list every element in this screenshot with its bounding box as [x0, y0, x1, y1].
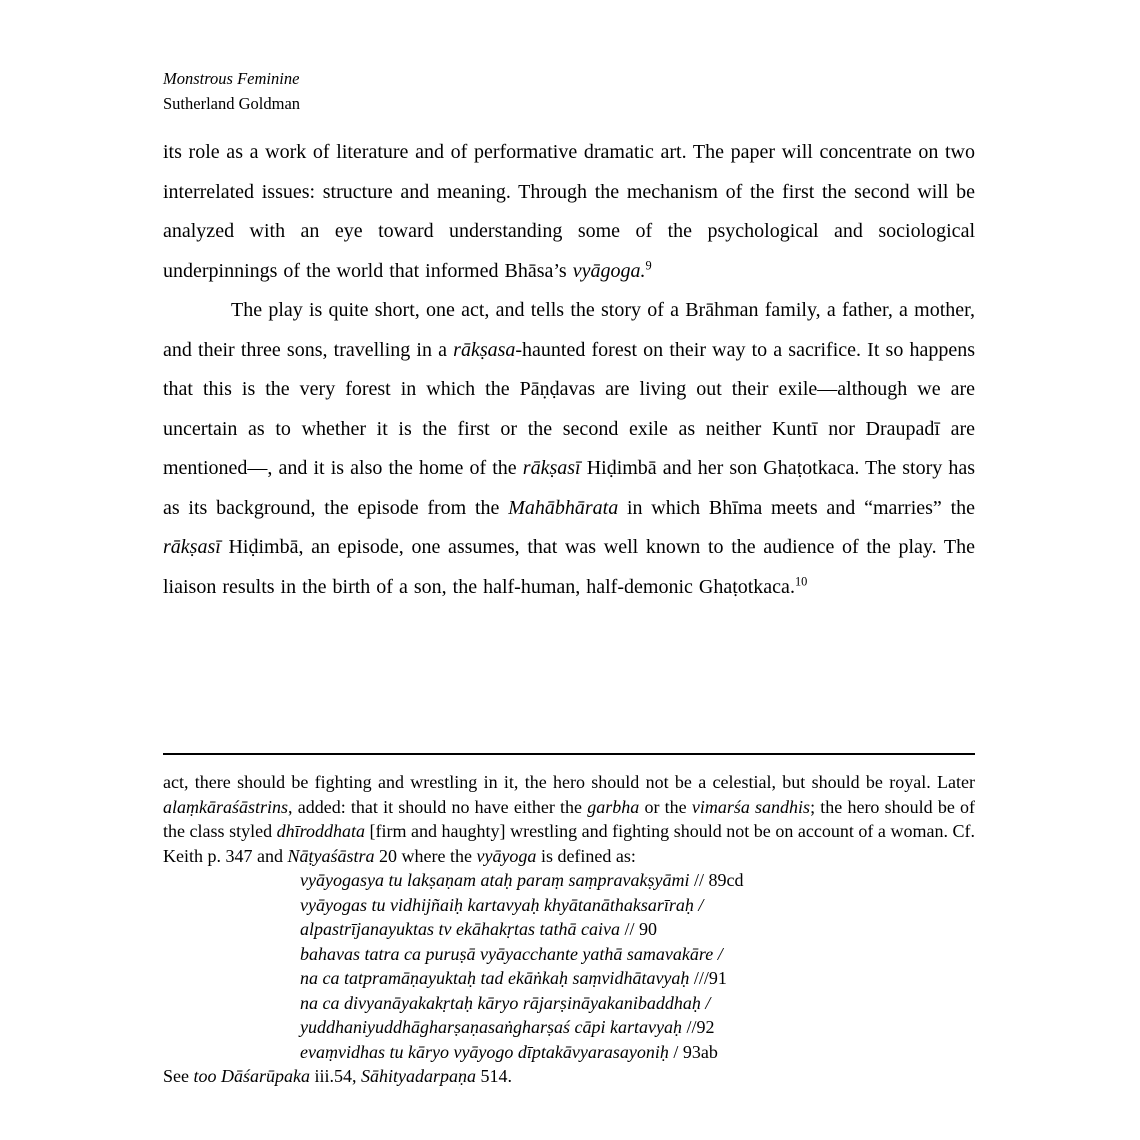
verse-line: vyāyogasya tu lakṣaṇam ataḥ paraṃ saṃpravakṣyāmi // 89cd [300, 870, 744, 890]
verse-line: evaṃvidhas tu kāryo vyāyogo dīptakāvyarasayoniḥ / 93ab [300, 1041, 718, 1062]
verse-line: vyāyogas tu vidhijñaiḥ kartavyaḥ khyātanāthaksarīraḥ / [300, 894, 704, 915]
body-paragraph-1: its role as a work of literature and of performative dramatic art. The paper will concentrate on two interrelated issues: structure and meaning. Through the mechanism of the first the second will be analyzed with an eye toward understanding some of the psychological and sociological underpinnings of the world that informed Bhāsa’s vyāgoga.$^9$ [163, 141, 975, 282]
body-paragraph-2: The play is quite short, one act, and tells the story of a Brāhman family, a father, a mother, and their three sons, travelling in a rākṣasa-haunted forest on their way to a sacrifice. It so happens that this is the very forest in which the Pāṇḍavas are living out their exile—although we are uncertain as to whether it is the first or the second exile as neither Kuntī nor Draupadī are mentioned—, and it is also the home of the rākṣasī Hiḍimbā and her son Ghaṭotkaca. The story has as its background, the episode from the Mahābhārata in which Bhīma meets and “marries” the rākṣasī Hiḍimbā, an episode, one assumes, that was well known to the audience of the play. The liaison results in the birth of a son, the half-human, half-demonic Ghaṭotkaca.$^{10}$ [163, 299, 976, 598]
paper-title: Monstrous Feminine [163, 69, 300, 88]
sanskrit-verse-block [163, 868, 975, 1064]
footnote-section [163, 770, 975, 1089]
footnote-intro: act, there should be fighting and wrestling in it, the hero should not be a celestial, but should be royal. Later alaṃkāraśāstrins, added: that it should no have either the garbha or the vimarśa sandhis; the hero should be of the class styled dhīroddhata [firm and haughty] wrestling and fighting should not be on account of a woman. Cf. Keith p. 347 and Nāṭyaśāstra 20 where the vyāyoga is defined as: [163, 772, 976, 866]
verse-line: yuddhaniyuddhāgharṣaṇasaṅgharṣaś cāpi kartavyaḥ //92 [300, 1017, 715, 1037]
verse-line: na ca tatpramāṇayuktaḥ tad ekāṅkaḥ saṃvidhātavyaḥ ///91 [300, 968, 727, 988]
running-header [163, 66, 300, 116]
footnote-separator-rule [163, 753, 975, 755]
body-text [163, 133, 975, 607]
verse-line: na ca divyanāyakakṛtaḥ kāryo rājarṣināyakanibaddhaḥ / [300, 992, 711, 1013]
verse-line: alpastrījanayuktas tv ekāhakṛtas tathā caiva // 90 [300, 919, 657, 939]
footnote-closing: See too Dāśarūpaka iii.54, Sāhityadarpaṇa 514. [163, 1066, 513, 1086]
verse-line: bahavas tatra ca puruṣā vyāyacchante yathā samavakāre / [300, 943, 723, 964]
paper-author: Sutherland Goldman [163, 94, 301, 113]
